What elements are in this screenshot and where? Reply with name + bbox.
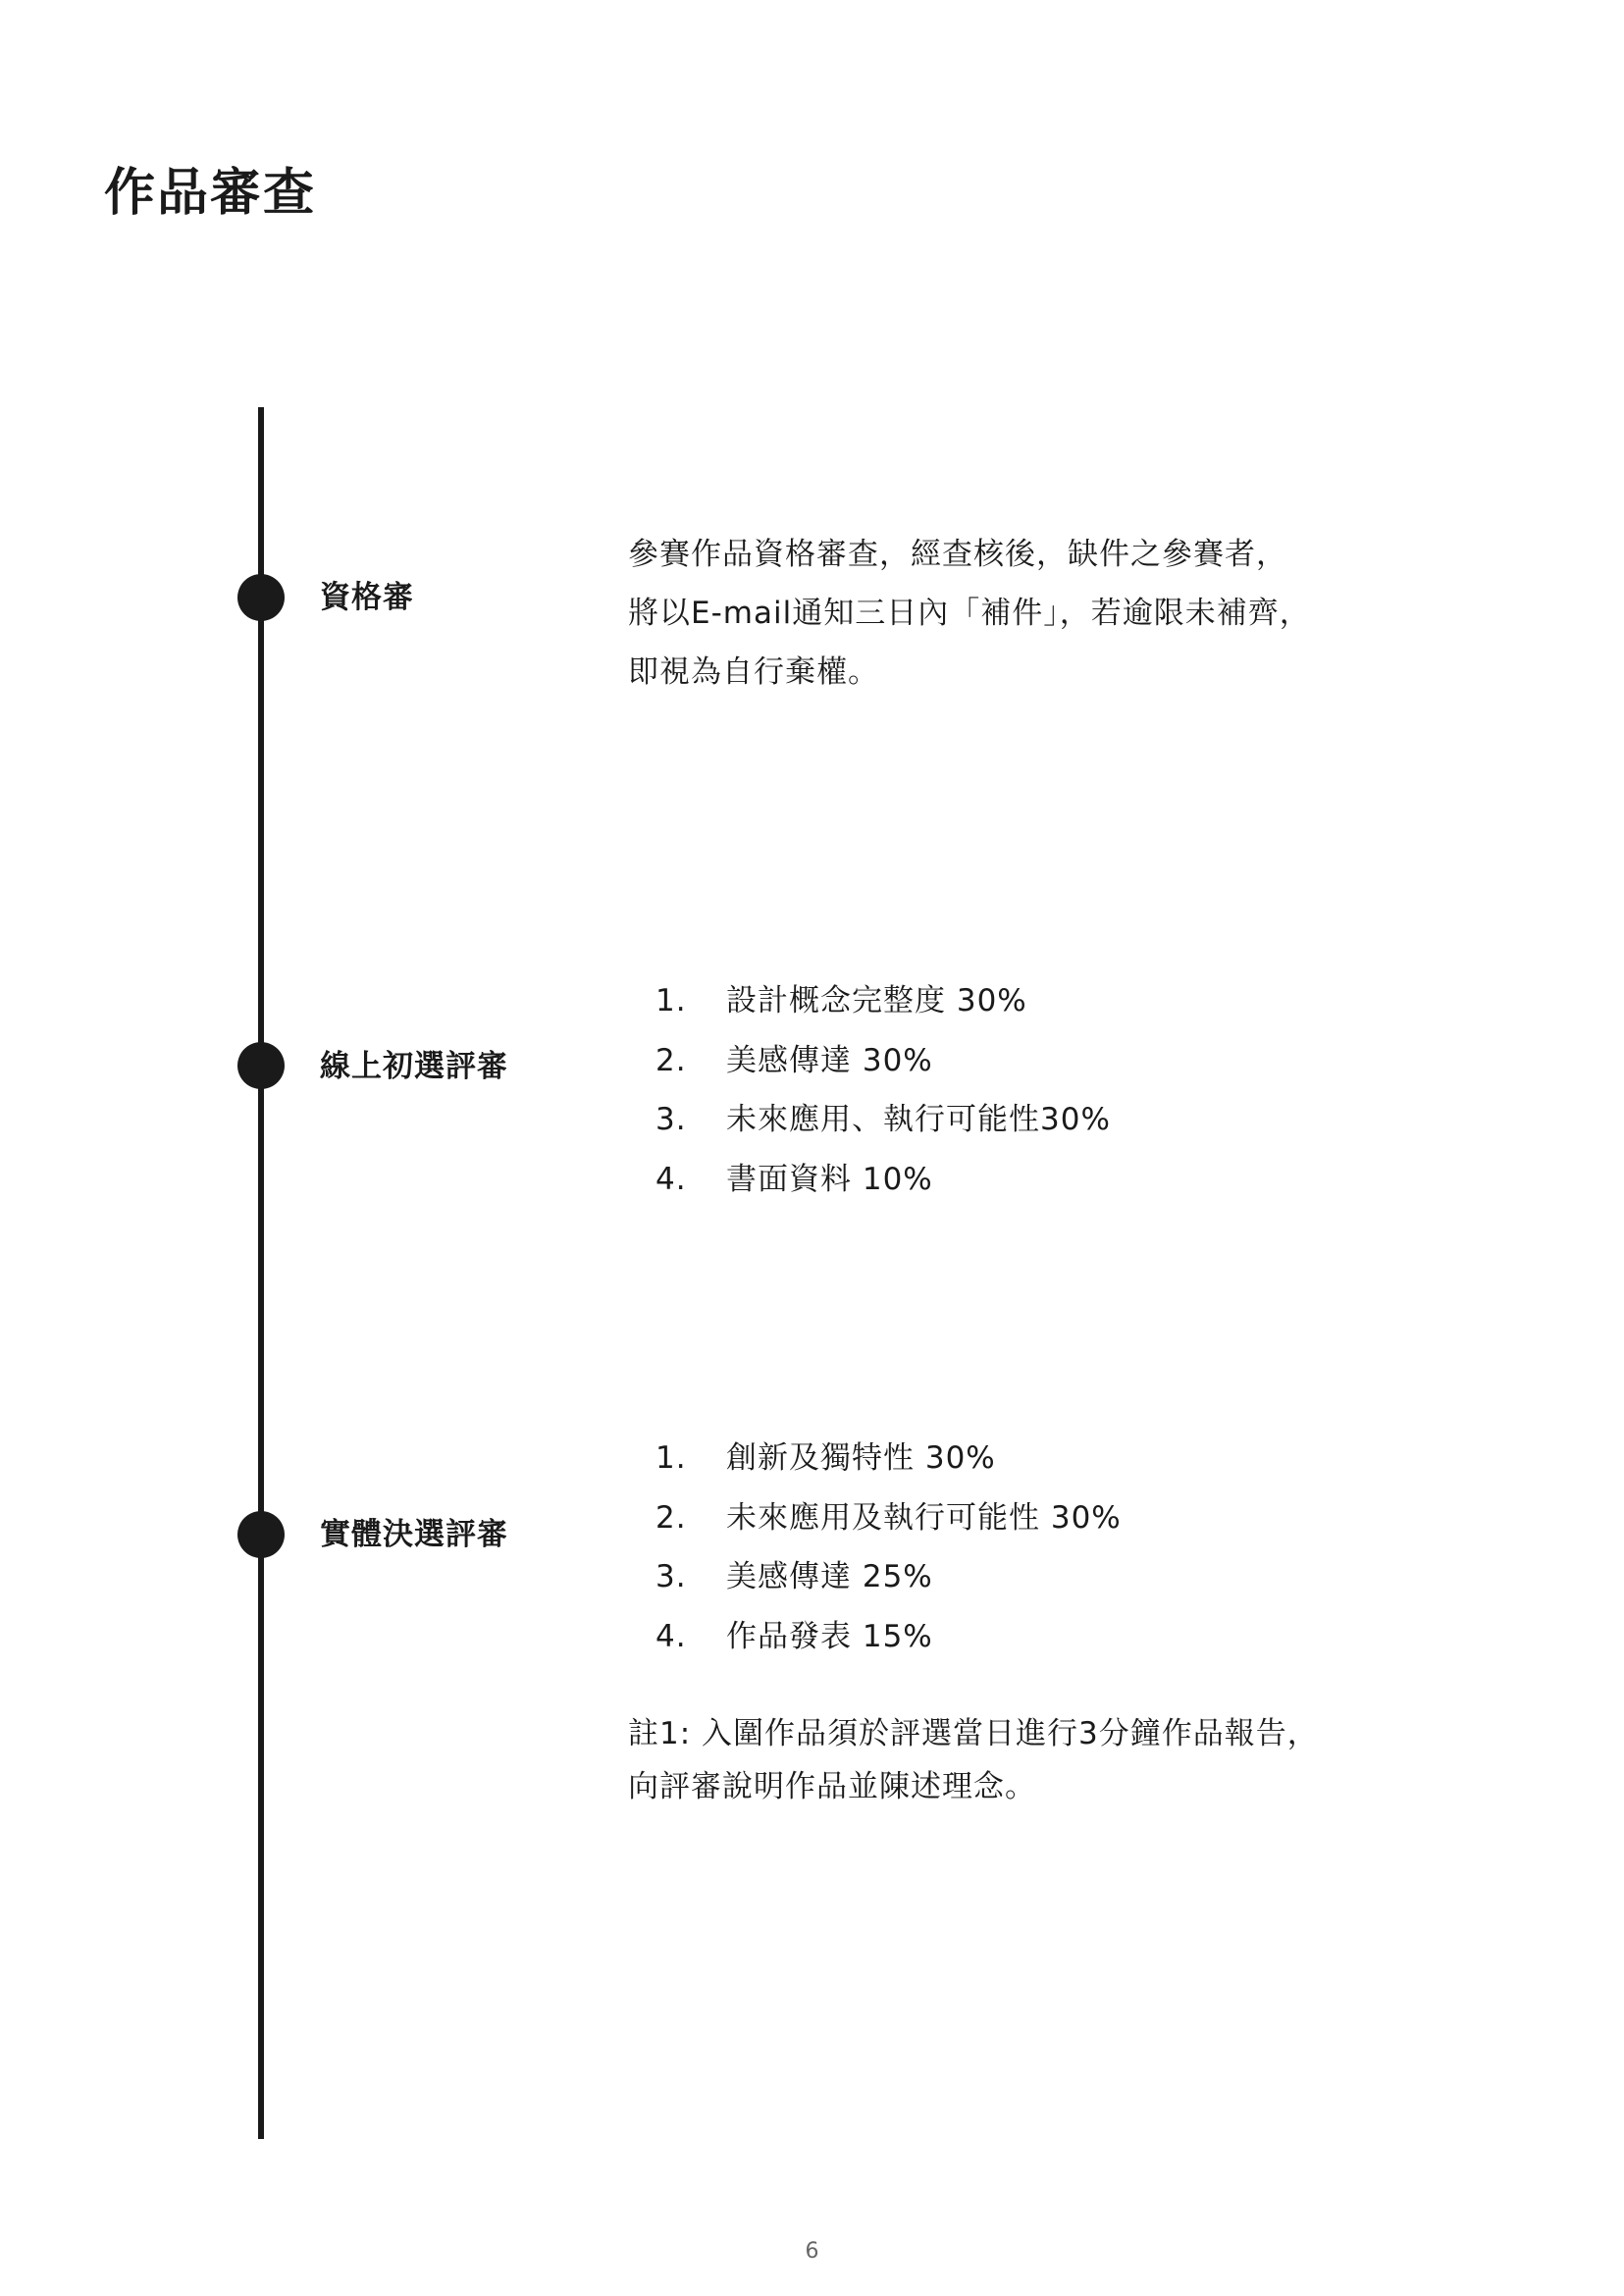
criteria-item	[655, 1090, 1111, 1150]
stage-label-online-preliminary: 線上初選評審	[320, 1049, 508, 1084]
criteria-item	[655, 971, 1111, 1031]
timeline-dot-online-preliminary	[237, 1042, 285, 1089]
criteria-text: 美感傳達 30%	[726, 1042, 933, 1078]
description-line: 參賽作品資格審查，經查核後，缺件之參賽者，	[628, 537, 1287, 572]
criteria-text: 美感傳達 25%	[726, 1559, 933, 1594]
criteria-text: 設計概念完整度 30%	[726, 983, 1027, 1018]
criteria-text: 書面資料 10%	[726, 1161, 933, 1197]
final-physical-criteria	[655, 1429, 1122, 1666]
criteria-number: 4.	[655, 1618, 687, 1654]
criteria-item	[655, 1488, 1122, 1548]
page-title: 作品審查	[104, 164, 317, 223]
criteria-text: 創新及獨特性 30%	[726, 1440, 996, 1476]
timeline-dot-final-physical	[237, 1511, 285, 1558]
note-line: 向評審說明作品並陳述理念。	[628, 1769, 1036, 1804]
stage-label-final-physical: 實體決選評審	[320, 1517, 508, 1552]
description-line: 即視為自行棄權。	[628, 654, 879, 690]
criteria-item	[655, 1607, 1122, 1667]
criteria-text: 未來應用、執行可能性30%	[726, 1102, 1111, 1137]
criteria-number: 4.	[655, 1161, 687, 1197]
online-preliminary-criteria	[655, 971, 1111, 1209]
criteria-number: 3.	[655, 1559, 687, 1594]
criteria-text: 未來應用及執行可能性 30%	[726, 1499, 1122, 1536]
criteria-number: 2.	[655, 1042, 687, 1078]
timeline-dot-qualification	[237, 574, 285, 621]
criteria-number: 1.	[655, 983, 687, 1018]
criteria-item	[655, 1150, 1111, 1210]
criteria-number: 1.	[655, 1440, 687, 1476]
description-line: 將以E-mail通知三日內「補件」，若逾限未補齊，	[628, 596, 1311, 631]
note-line: 註1: 入圍作品須於評選當日進行3分鐘作品報告，	[628, 1716, 1319, 1751]
final-note	[628, 1707, 1319, 1813]
criteria-item	[655, 1429, 1122, 1488]
timeline-line	[258, 407, 264, 2139]
qualification-description	[628, 525, 1311, 702]
criteria-number: 2.	[655, 1499, 687, 1536]
criteria-item	[655, 1547, 1122, 1607]
criteria-item	[655, 1031, 1111, 1091]
criteria-number: 3.	[655, 1102, 687, 1137]
page-number: 6	[805, 2239, 819, 2264]
stage-label-qualification: 資格審	[320, 580, 414, 615]
criteria-text: 作品發表 15%	[726, 1618, 933, 1654]
